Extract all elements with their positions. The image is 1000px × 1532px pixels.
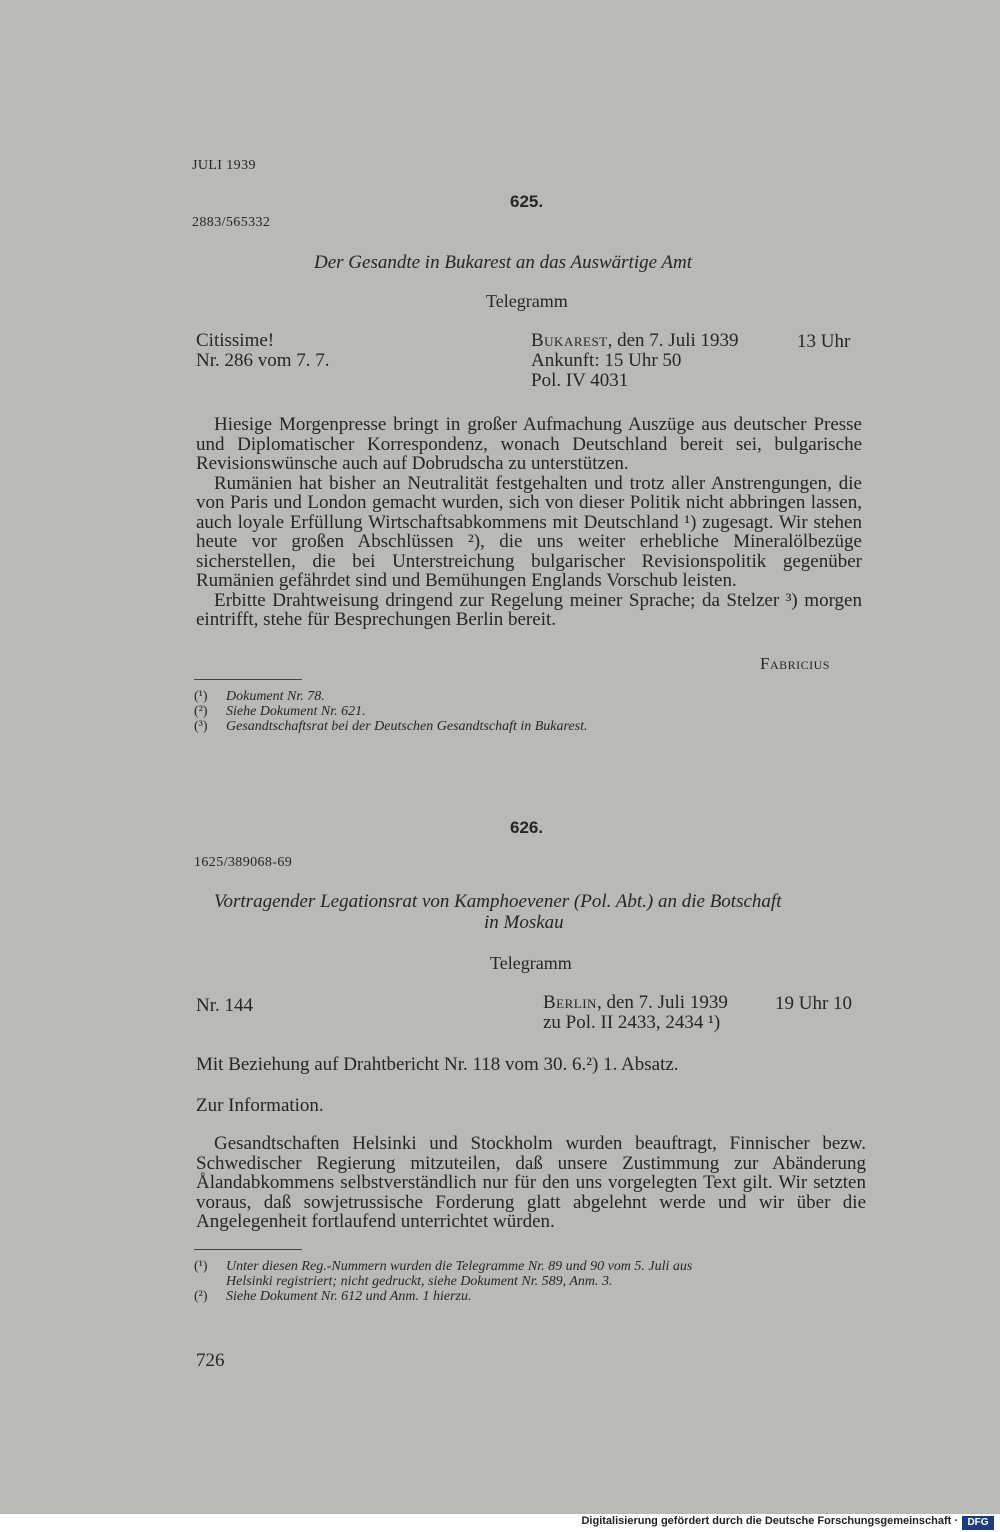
place-date-line xyxy=(531,331,739,351)
left-meta-625 xyxy=(196,331,330,371)
right-meta-626 xyxy=(543,993,728,1033)
page-number: 726 xyxy=(196,1350,225,1371)
place-date-line xyxy=(543,993,728,1013)
document-title-626-line1: Vortragender Legationsrat von Kamphoevener (Pol. Abt.) an die Botschaft xyxy=(214,891,782,912)
body-625 xyxy=(196,415,862,630)
footnote: Helsinki registriert; nicht gedruckt, siehe Dokument Nr. 589, Anm. 3. xyxy=(226,1274,613,1289)
document-title-625: Der Gesandte in Bukarest an das Auswärtige Amt xyxy=(314,252,693,273)
archive-reference-626: 1625/389068-69 xyxy=(194,855,293,870)
paragraph: Erbitte Drahtweisung dringend zur Regelung meiner Sprache; da Stelzer ³) morgen eintrifft, stehe für Besprechungen Berlin bereit. xyxy=(196,589,862,630)
place-name: Bukarest xyxy=(531,330,608,351)
send-time-626: 19 Uhr 10 xyxy=(775,993,853,1014)
document-type-626: Telegramm xyxy=(490,953,572,973)
footnote: (²) Siehe Dokument Nr. 612 und Anm. 1 hierzu. xyxy=(194,1289,472,1304)
footnotes-625 xyxy=(194,689,587,734)
footnotes-626 xyxy=(194,1259,692,1304)
archive-reference-625: 2883/565332 xyxy=(192,215,271,230)
date-text: , den 7. Juli 1939 xyxy=(607,330,739,351)
footnote-divider xyxy=(194,679,302,680)
footnote: (³) Gesandtschaftsrat bei der Deutschen Gesandtschaft in Bukarest. xyxy=(194,719,588,734)
telegram-number-626: Nr. 144 xyxy=(196,995,253,1016)
body-626 xyxy=(196,1134,866,1232)
running-head: JULI 1939 xyxy=(192,158,256,173)
date-text: , den 7. Juli 1939 xyxy=(596,992,728,1013)
priority-label: Citissime! xyxy=(196,330,275,351)
telegram-number: Nr. 286 vom 7. 7. xyxy=(196,350,330,371)
arrival-line: Ankunft: 15 Uhr 50 xyxy=(531,350,682,371)
footnote: (¹) Unter diesen Reg.-Nummern wurden die Telegramme Nr. 89 und 90 vom 5. Juli aus xyxy=(194,1259,693,1274)
place-name: Berlin xyxy=(543,992,597,1013)
pol-line: Pol. IV 4031 xyxy=(531,370,629,391)
document-title-626-line2: in Moskau xyxy=(484,912,564,933)
paragraph: Gesandtschaften Helsinki und Stockholm wurden beauftragt, Finnischer bezw. Schwedischer Regierung mitzuteilen, daß unsere Zustimmung zur Abänderung Ålandabkommens selbstverständlich nur für den uns vorgelegten Text gilt. Wir setzten voraus, daß sowjetrussische Forderung glatt abgelehnt werde und wir über die Angelegenheit fortlaufend unterrichtet würden. xyxy=(196,1133,866,1232)
document-type-625: Telegramm xyxy=(486,291,568,311)
dfg-logo-icon: DFG xyxy=(962,1516,994,1530)
right-meta-625 xyxy=(531,331,739,391)
document-number-625: 625. xyxy=(510,192,544,211)
credit-text: Digitalisierung gefördert durch die Deutsche Forschungsgemeinschaft · xyxy=(581,1515,958,1527)
document-number-626: 626. xyxy=(510,818,544,837)
paragraph-information: Zur Information. xyxy=(196,1095,324,1116)
footnote: (²) Siehe Dokument Nr. 621. xyxy=(194,704,366,719)
signature-625: Fabricius xyxy=(760,654,830,673)
pol-line: zu Pol. II 2433, 2434 ¹) xyxy=(543,1012,721,1033)
paragraph: Rumänien hat bisher an Neutralität festgehalten und trotz aller Anstrengungen, die von Paris und London gemacht wurden, sich von dieser Politik nicht abbringen lassen, auch loyale Erfüllung Wirtschaftsabkommens mit Deutschland ¹) zugesagt. Wir stehen heute vor großen Abschlüssen ²), die uns weiter erhebliche Mineralölbezüge sicherstellen, die bei Unterstreichung bulgarischer Revisionspolitik gegenüber Rumänien gefährdet sind und Bemühungen Englands Vorschub leisten. xyxy=(196,472,862,591)
footnote: (¹) Dokument Nr. 78. xyxy=(194,689,325,704)
paragraph: Hiesige Morgenpresse bringt in großer Aufmachung Auszüge aus deutscher Presse und Diplomatischer Korrespondenz, wonach Deutschland bereit sei, bulgarische Revisionswünsche auch auf Dobrudscha zu unterstützen. xyxy=(196,414,862,474)
paragraph-reference: Mit Beziehung auf Drahtbericht Nr. 118 vom 30. 6.²) 1. Absatz. xyxy=(196,1054,679,1075)
digitization-credit-bar xyxy=(0,1514,1000,1532)
footnote-divider xyxy=(194,1249,302,1250)
send-time-625: 13 Uhr xyxy=(797,331,851,352)
